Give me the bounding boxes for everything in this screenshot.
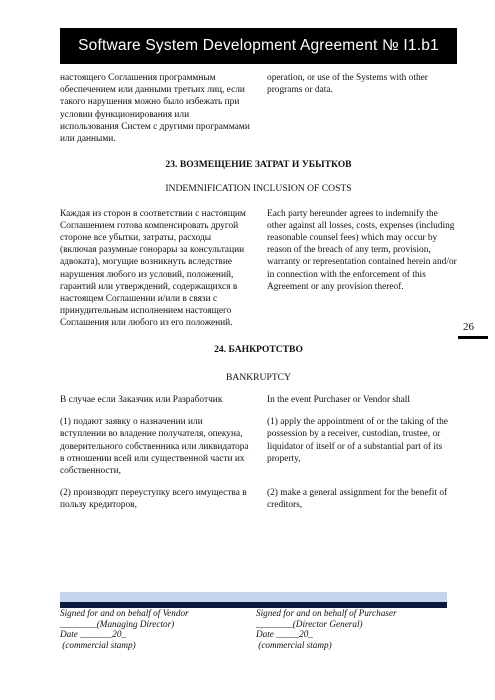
section-23-row [60,208,457,330]
section-24-item1-row [60,416,457,477]
section-23-en-column [267,208,457,330]
document-title: Software System Development Agreement № I1.b1 [78,37,439,54]
section-24-item1-en: (1) apply the appointment of or the taking of the possession by a receiver, custodian, trustee, or liquidator of itself or of a substantial part of its property, [267,417,448,464]
section-24-intro-ru: В случае если Заказчик или Разработчик [60,395,223,406]
section-24-item2-ru: (2) производят переуступку всего имущества в пользу кредиторов, [60,488,247,511]
top-en-column [267,72,457,145]
page-number: 26 [463,321,474,333]
section-24-intro-en: In the event Purchaser or Vendor shall [267,395,411,406]
section-23-ru-text: Каждая из сторон в соответствии с настоящим Соглашением готова компенсировать другой стороне все убытки, затраты, расходы (включая разумные гонорары за консультации адвоката), могущие возникнуть вследствие нарушения любого из условий, положений, гарантий или утверждений, содержащихся в настоящем Соглашении и/или в связи с принудительным исполнением настоящего Соглашения или любого из его положений. [60,208,246,329]
purchaser-date-line: Date _____20_ [256,629,313,640]
section-24-item2-row [60,487,457,511]
section-24-item1-ru: (1) подают заявку о назначении или вступлении во владение получателя, опекуна, доверительного собственника или ликвидатора в отношении всей или существенной части их собственности, [60,417,249,477]
section-23-ru-column [60,208,250,330]
purchaser-title-line: ________(Director General) [256,618,363,629]
vendor-signed-line: Signed for and on behalf of Vendor [60,608,189,618]
section-24-heading: 24. БАНКРОТСТВО [214,343,303,355]
purchaser-signed-line: Signed for and on behalf of Purchaser [256,608,397,618]
vendor-signature-block [60,608,189,650]
section-24-intro-row [60,394,457,406]
section-24-item1-ru-column [60,416,250,477]
top-ru-text: настоящего Соглашения программным обеспечением или данными третьих лиц, если такого нарушения можно было избежать при условии функционирования или использования Систем с другими программами или данными. [60,73,250,145]
top-en-text: operation, or use of the Systems with other programs or data. [267,73,428,96]
page-body [60,72,457,512]
section-24-item1-en-column [267,416,457,477]
vendor-stamp-line: (commercial stamp) [60,639,136,650]
purchaser-signature-block [256,608,397,650]
footer-band-light [60,592,447,602]
section-24-item2-ru-column [60,487,250,511]
vendor-date-line: Date _______20_ [60,629,127,640]
purchaser-stamp-line: (commercial stamp) [256,639,332,650]
document-header [60,28,457,64]
top-ru-column [60,72,250,145]
section-24-intro-ru-column [60,394,250,406]
section-23-subheading: INDEMNIFICATION INCLUSION OF COSTS [165,183,352,195]
section-24-intro-en-column [267,394,457,406]
section-24-item2-en: (2) make a general assignment for the benefit of creditors, [267,488,448,511]
page-number-rule [458,336,488,339]
section-23-heading: 23. ВОЗМЕЩЕНИЕ ЗАТРАТ И УБЫТКОВ [165,159,352,171]
vendor-title-line: ________(Managing Director) [60,618,175,629]
section-24-subheading: BANKRUPTCY [225,371,292,383]
continuation-row [60,72,457,145]
section-23-en-text: Each party hereunder agrees to indemnify the other against all losses, costs, expenses (including reasonable counsel fees) which may occur by reason of the breach of any term, provision, warranty or representation contained herein and/or in connection with the enforcement of this Agreement or any provision thereof. [267,208,457,292]
section-24-item2-en-column [267,487,457,511]
